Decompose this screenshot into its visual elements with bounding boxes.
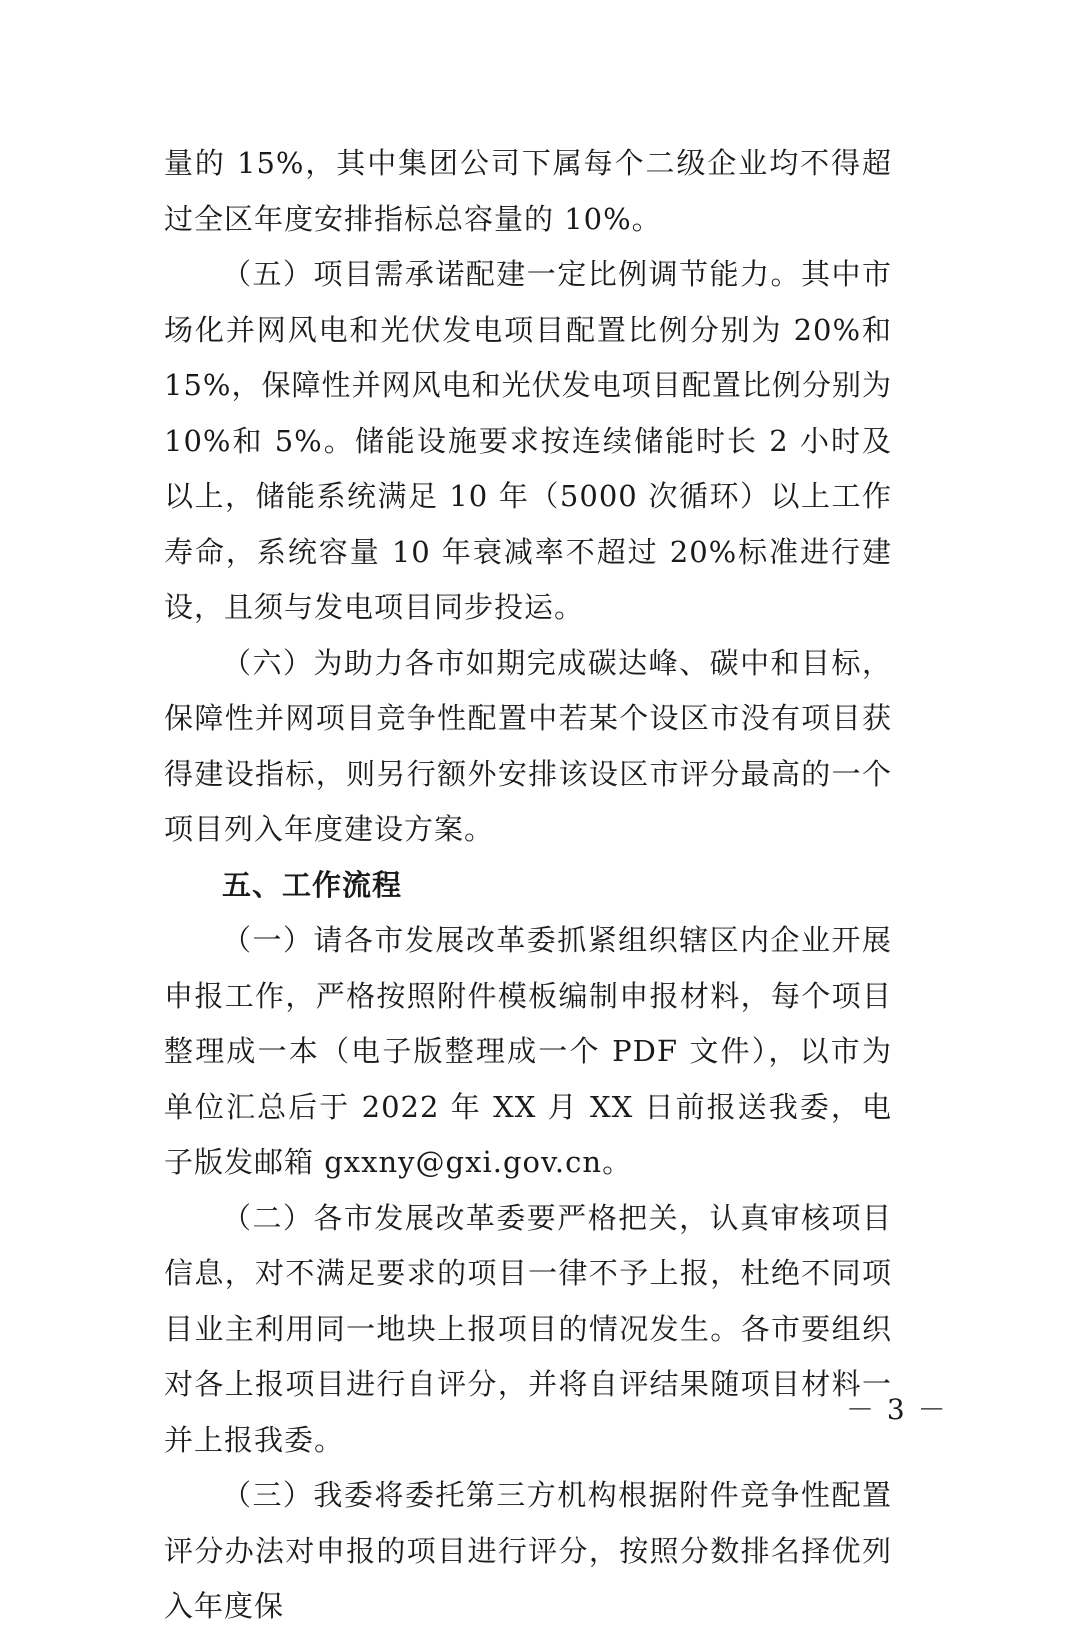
paragraph-workflow-1: （一）请各市发展改革委抓紧组织辖区内企业开展申报工作，严格按照附件模板编制申报材料，每个项目整理成一本（电子版整理成一个 PDF 文件），以市为单位汇总后于 2022 年 XX 月 XX 日前报送我委，电子版发邮箱 gxxny@gxi.gov.cn。 (164, 923, 892, 1179)
section-heading-workflow: 五、工作流程 (222, 867, 403, 902)
paragraph-workflow-3: （三）我委将委托第三方机构根据附件竞争性配置评分办法对申报的项目进行评分，按照分数排名择优列入年度保 (164, 1478, 892, 1623)
document-body (164, 136, 892, 1635)
paragraph-workflow-2: （二）各市发展改革委要严格把关，认真审核项目信息，对不满足要求的项目一律不予上报，杜绝不同项目业主利用同一地块上报项目的情况发生。各市要组织对各上报项目进行自评分，并将自评结果随项目材料一并上报我委。 (164, 1200, 892, 1457)
paragraph-item-5: （五）项目需承诺配建一定比例调节能力。其中市场化并网风电和光伏发电项目配置比例分别为 20%和 15%，保障性并网风电和光伏发电项目配置比例分别为 10%和 5%。储能设施要求按连续储能时长 2 小时及以上，储能系统满足 10 年（5000 次循环）以上工作寿命，系统容量 10 年衰减率不超过 20%标准进行建设，且须与发电项目同步投运。 (164, 257, 892, 624)
paragraph-continuation: 量的 15%，其中集团公司下属每个二级企业均不得超过全区年度安排指标总容量的 10%。 (164, 146, 892, 236)
page-number: － 3 － (846, 1393, 948, 1426)
paragraph-item-6: （六）为助力各市如期完成碳达峰、碳中和目标，保障性并网项目竞争性配置中若某个设区市没有项目获得建设指标，则另行额外安排该设区市评分最高的一个项目列入年度建设方案。 (164, 645, 892, 846)
